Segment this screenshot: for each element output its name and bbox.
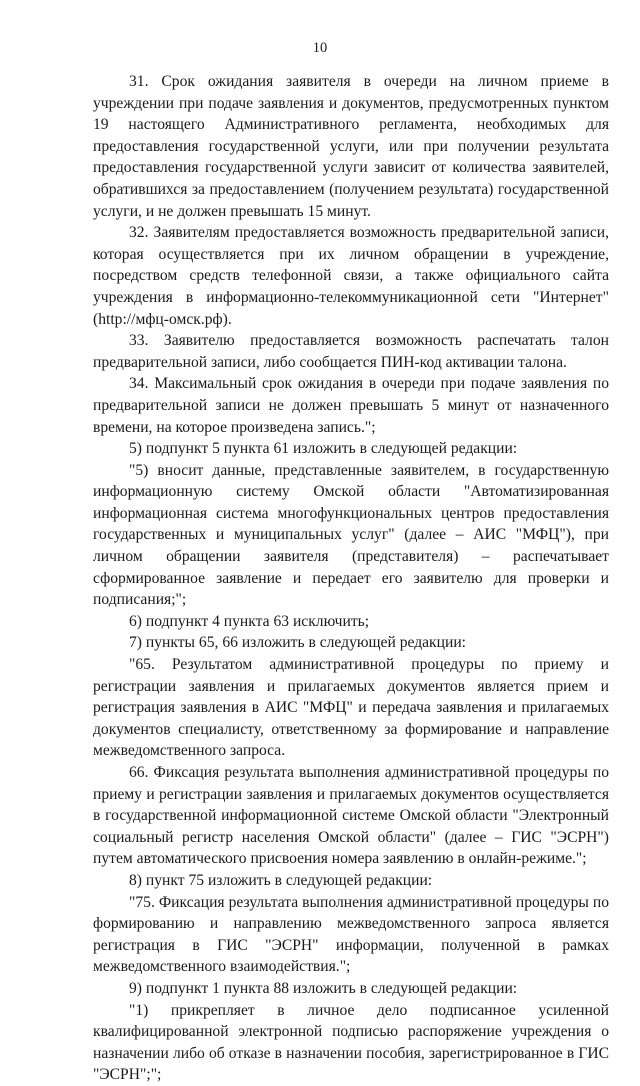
amendment-item-6: 6) подпункт 4 пункта 63 исключить; <box>129 612 370 630</box>
paragraph-31: 31. Срок ожидания заявителя в очереди на личном приеме в учреждении при подаче заявления и документов, предусмотренных пунктом 19 настоящего Административного регламента, необходимых для предоставления государственной услуги, или при получении результата предоставления государственной услуги зависит от количества заявителей, обратившихся за предоставлением (получением результата) государственной услуги, и не должен превышать 15 минут. <box>93 73 609 220</box>
paragraph-65: "65. Результатом административной процедуры по приему и регистрации заявления и прилагаемых документов является прием и регистрация заявления в АИС "МФЦ" и передача заявления и прилагаемых документов специалисту, ответственному за формирование и направление межведомственного запроса. <box>93 656 609 760</box>
document-body <box>93 71 609 1086</box>
paragraph-32: 32. Заявителям предоставляется возможность предварительной записи, которая осуществляется при их личном обращении в учреждение, посредством средств телефонной связи, а также официального сайта учреждения в информационно-телекоммуникационной сети "Интернет" (http://мфц-омск.рф). <box>93 224 609 328</box>
paragraph-75: "75. Фиксация результата выполнения административной процедуры по формированию и направлению межведомственного запроса является регистрация в ГИС "ЭСРН" информации, полученной в рамках межведомственного взаимодействия."; <box>93 893 609 976</box>
paragraph-66: 66. Фиксация результата выполнения административной процедуры по приему и регистрации заявления и прилагаемых документов осуществляется в государственной информационной системе Омской области "Электронный социальный регистр населения Омской области" (далее – ГИС "ЭСРН") путем автоматического присвоения номера заявлению в онлайн-режиме."; <box>93 764 609 868</box>
page-number: 10 <box>312 40 328 56</box>
amendment-item-7: 7) пункты 65, 66 изложить в следующей редакции: <box>129 634 467 652</box>
paragraph-33: 33. Заявителю предоставляется возможность распечатать талон предварительной записи, либо сообщается ПИН-код активации талона. <box>93 332 609 371</box>
subparagraph-1-text: "1) прикрепляет в личное дело подписанное усиленной квалифицированной электронной подписью распоряжение учреждения о назначении либо об отказе в назначении пособия, зарегистрированное в ГИС "ЭСРН";"; <box>93 1001 609 1084</box>
amendment-item-9: 9) подпункт 1 пункта 88 изложить в следующей редакции: <box>129 979 518 997</box>
subparagraph-5-text: "5) вносит данные, представленные заявителем, в государственную информационную систему Омской области "Автоматизированная информационная система многофункциональных центров предоставления государственных и муниципальных услуг" (далее – АИС "МФЦ"), при личном обращении заявителя (представителя) – распечатывает сформированное заявление и передает его заявителю для проверки и подписания;"; <box>93 461 609 609</box>
paragraph-34: 34. Максимальный срок ожидания в очереди при подаче заявления по предварительной записи не должен превышать 5 минут от назначенного времени, на которое произведена запись."; <box>93 375 609 436</box>
amendment-item-5: 5) подпункт 5 пункта 61 изложить в следующей редакции: <box>129 440 518 458</box>
amendment-item-8: 8) пункт 75 изложить в следующей редакции: <box>129 871 433 889</box>
